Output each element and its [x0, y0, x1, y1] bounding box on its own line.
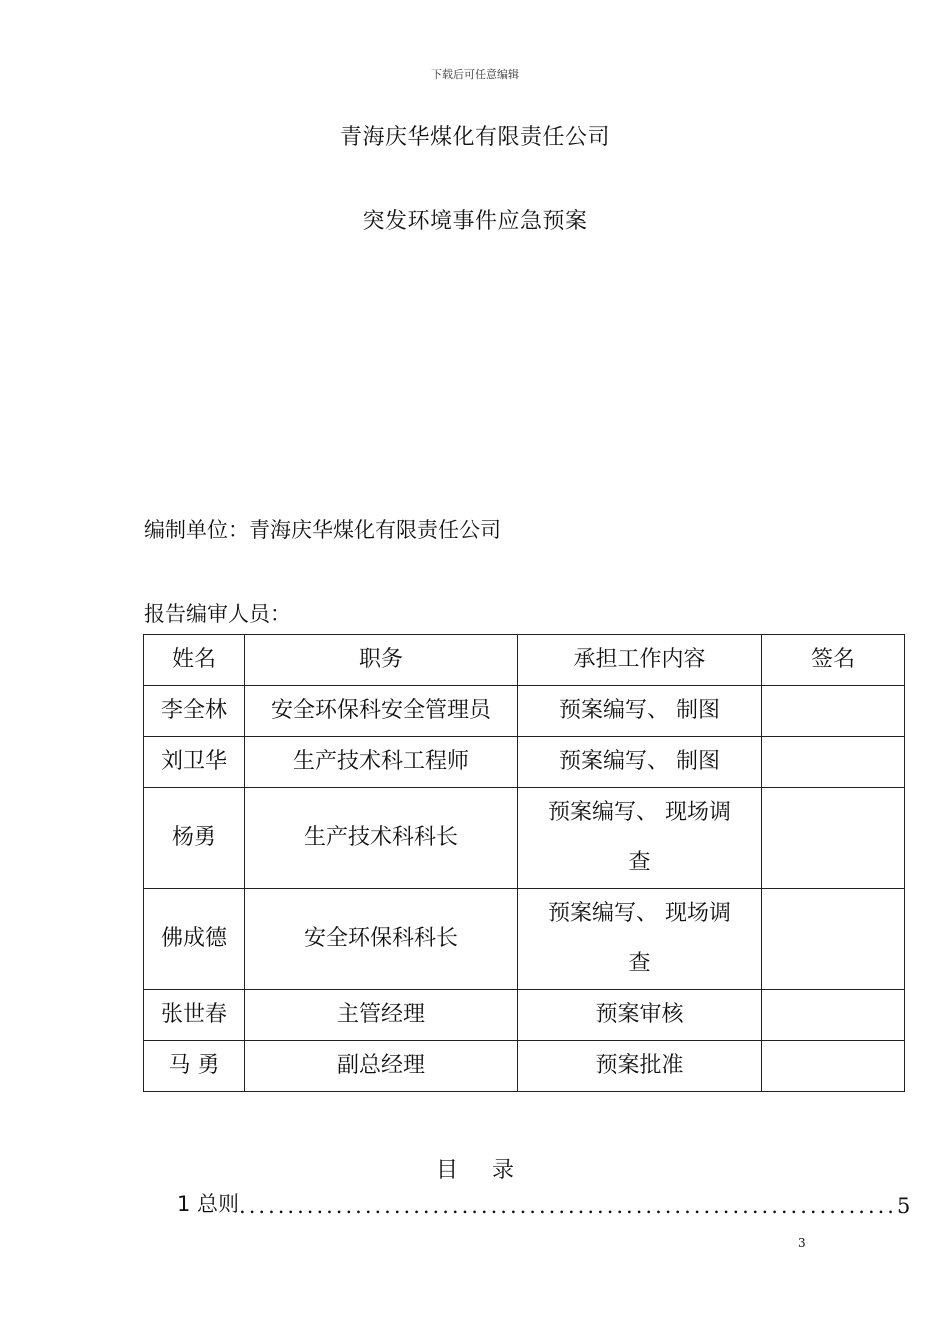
cell-work: 预案编写、 制图 — [518, 737, 762, 788]
header-note: 下载后可任意编辑 — [431, 68, 519, 81]
cell-position: 生产技术科工程师 — [245, 737, 518, 788]
header-position: 职务 — [245, 635, 518, 686]
cell-position: 副总经理 — [245, 1041, 518, 1092]
toc-title-char: 目 — [435, 1158, 458, 1183]
cell-position: 生产技术科科长 — [245, 788, 518, 889]
cell-name: 杨勇 — [144, 788, 245, 889]
cell-signature — [762, 737, 905, 788]
cell-signature — [762, 889, 905, 990]
cell-work-line: 预案编写、 现场调 — [548, 901, 731, 926]
table-row — [144, 990, 905, 1041]
cell-work: 预案编写、 制图 — [518, 686, 762, 737]
cell-signature — [762, 686, 905, 737]
cell-work-line: 查 — [628, 951, 651, 976]
cell-name: 佛成德 — [144, 889, 245, 990]
cell-work — [518, 889, 762, 990]
cell-signature — [762, 1041, 905, 1092]
cell-position: 安全环保科科长 — [245, 889, 518, 990]
cell-signature — [762, 990, 905, 1041]
toc-title-char: 录 — [492, 1158, 515, 1183]
reviewers-label: 报告编审人员： — [144, 602, 291, 626]
cell-name: 刘卫华 — [144, 737, 245, 788]
table-row — [144, 889, 905, 990]
cell-work: 预案批准 — [518, 1041, 762, 1092]
cell-position: 安全环保科安全管理员 — [245, 686, 518, 737]
header-name: 姓名 — [144, 635, 245, 686]
header-work: 承担工作内容 — [518, 635, 762, 686]
cell-name: 张世春 — [144, 990, 245, 1041]
company-title: 青海庆华煤化有限责任公司 — [339, 125, 610, 150]
toc-entry-label: 1 总则 — [177, 1192, 240, 1216]
cell-work-line: 查 — [628, 850, 651, 875]
cell-work-line: 预案编写、 现场调 — [548, 800, 731, 825]
cell-signature — [762, 788, 905, 889]
toc-entry[interactable] — [177, 1186, 911, 1218]
cell-name: 马 勇 — [144, 1041, 245, 1092]
table-header-row — [144, 635, 905, 686]
table-row — [144, 788, 905, 889]
toc-leader-dots: .................................................................... — [239, 1194, 897, 1218]
page-number: 3 — [798, 1236, 806, 1250]
cell-work: 预案审核 — [518, 990, 762, 1041]
toc-title — [0, 1153, 950, 1184]
cell-position: 主管经理 — [245, 990, 518, 1041]
toc-entry-page: 5 — [896, 1194, 911, 1218]
header-signature: 签名 — [762, 635, 905, 686]
table-row — [144, 686, 905, 737]
cell-name: 李全林 — [144, 686, 245, 737]
staff-table — [143, 634, 905, 1092]
compiler-unit: 编制单位：青海庆华煤化有限责任公司 — [144, 518, 501, 542]
plan-title: 突发环境事件应急预案 — [362, 209, 588, 234]
table-row — [144, 1041, 905, 1092]
table-row — [144, 737, 905, 788]
cell-work — [518, 788, 762, 889]
